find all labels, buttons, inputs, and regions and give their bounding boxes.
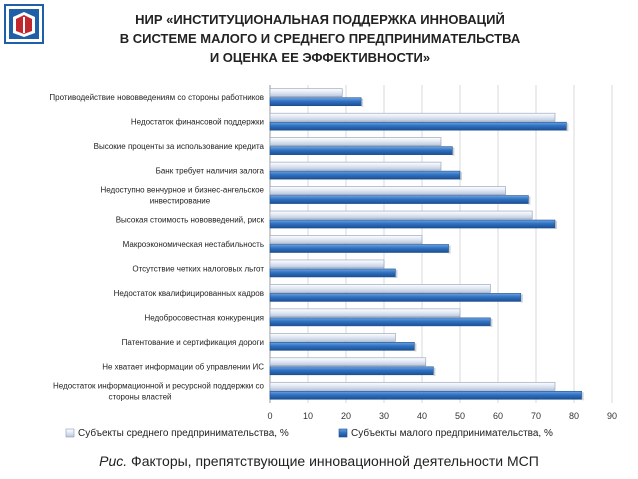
bar-small	[270, 171, 460, 179]
bar-small	[270, 122, 566, 130]
category-label: Отсутствие четких налоговых льгот	[132, 264, 264, 274]
bar-small	[270, 391, 582, 399]
bar-small	[270, 196, 528, 204]
caption-label: Рис.	[99, 453, 128, 469]
category-label: Не хватает информации об управлении ИС	[102, 362, 264, 372]
bar-small	[270, 220, 555, 228]
bar-small	[270, 147, 452, 155]
category-label: Недостаток финансовой поддержки	[130, 117, 264, 127]
title-line-2: В СИСТЕМЕ МАЛОГО И СРЕДНЕГО ПРЕДПРИНИМАТЕЛЬСТВА	[119, 31, 521, 46]
category-label: Высокая стоимость нововведений, риск	[115, 215, 264, 225]
x-tick-label: 40	[416, 411, 428, 421]
bar-shadow	[395, 270, 397, 278]
bar-medium	[270, 89, 342, 97]
x-tick-label: 90	[606, 411, 618, 421]
bar-medium	[270, 382, 555, 390]
category-label: Противодействие нововведениям со стороны работников	[49, 93, 264, 103]
category-label: стороны властей	[108, 392, 172, 402]
x-tick-label: 0	[267, 411, 273, 421]
bar-shadow	[528, 197, 530, 205]
category-label: Банк требует наличия залога	[155, 166, 264, 176]
x-tick-label: 50	[454, 411, 466, 421]
figure-caption	[0, 453, 638, 469]
x-tick-label: 60	[492, 411, 504, 421]
bar-medium	[270, 187, 506, 195]
bar-shadow	[460, 172, 462, 180]
bar-medium	[270, 236, 422, 244]
bar-shadow	[582, 392, 584, 400]
legend-label-medium: Субъекты среднего предпринимательства, %	[78, 428, 289, 439]
bar-shadow	[433, 368, 435, 376]
title-line-1: НИР «ИНСТИТУЦИОНАЛЬНАЯ ПОДДЕРЖКА ИННОВАЦИЙ	[135, 12, 505, 27]
bar-shadow	[490, 319, 492, 327]
legend-swatch-medium	[66, 429, 74, 437]
bar-medium	[270, 162, 441, 170]
bar-medium	[270, 358, 426, 366]
bar-shadow	[452, 148, 454, 156]
bar-shadow	[566, 123, 568, 131]
bar-medium	[270, 113, 555, 121]
bar-shadow	[361, 99, 363, 107]
category-label: Недостаток информационной и ресурсной поддержки со	[53, 381, 264, 391]
legend-swatch-small	[339, 429, 347, 437]
x-tick-label: 80	[568, 411, 580, 421]
x-tick-label: 70	[530, 411, 542, 421]
caption-text: Факторы, препятствующие инновационной деятельности МСП	[127, 453, 539, 469]
bar-shadow	[521, 294, 523, 302]
bar-small	[270, 367, 433, 375]
category-label: Недоступно венчурное и бизнес-ангельское	[100, 185, 264, 195]
bar-small	[270, 245, 449, 253]
bar-small	[270, 293, 521, 301]
category-label: Патентование и сертификация дороги	[121, 337, 264, 347]
category-label: Макроэкономическая нестабильность	[122, 240, 264, 249]
bar-shadow	[555, 221, 557, 229]
bar-shadow	[449, 246, 451, 254]
x-tick-label: 20	[340, 411, 352, 421]
bar-medium	[270, 138, 441, 146]
bar-medium	[270, 333, 395, 341]
bar-small	[270, 98, 361, 106]
bar-small	[270, 318, 490, 326]
category-label: инвестирование	[149, 196, 211, 206]
title-line-3: И ОЦЕНКА ЕЕ ЭФФЕКТИВНОСТИ»	[209, 50, 431, 65]
bar-small	[270, 342, 414, 350]
bar-medium	[270, 260, 384, 268]
x-tick-label: 30	[378, 411, 390, 421]
x-tick-label: 10	[302, 411, 314, 421]
bar-medium	[270, 284, 490, 292]
category-label: Недобросовестная конкуренция	[144, 313, 264, 323]
bar-small	[270, 269, 395, 277]
category-label: Недостаток квалифицированных кадров	[113, 288, 264, 298]
category-label: Высокие проценты за использование кредита	[93, 142, 264, 152]
bar-shadow	[414, 343, 416, 351]
legend-label-small: Субъекты малого предпринимательства, %	[351, 428, 553, 439]
bar-medium	[270, 309, 460, 317]
bar-medium	[270, 211, 532, 219]
